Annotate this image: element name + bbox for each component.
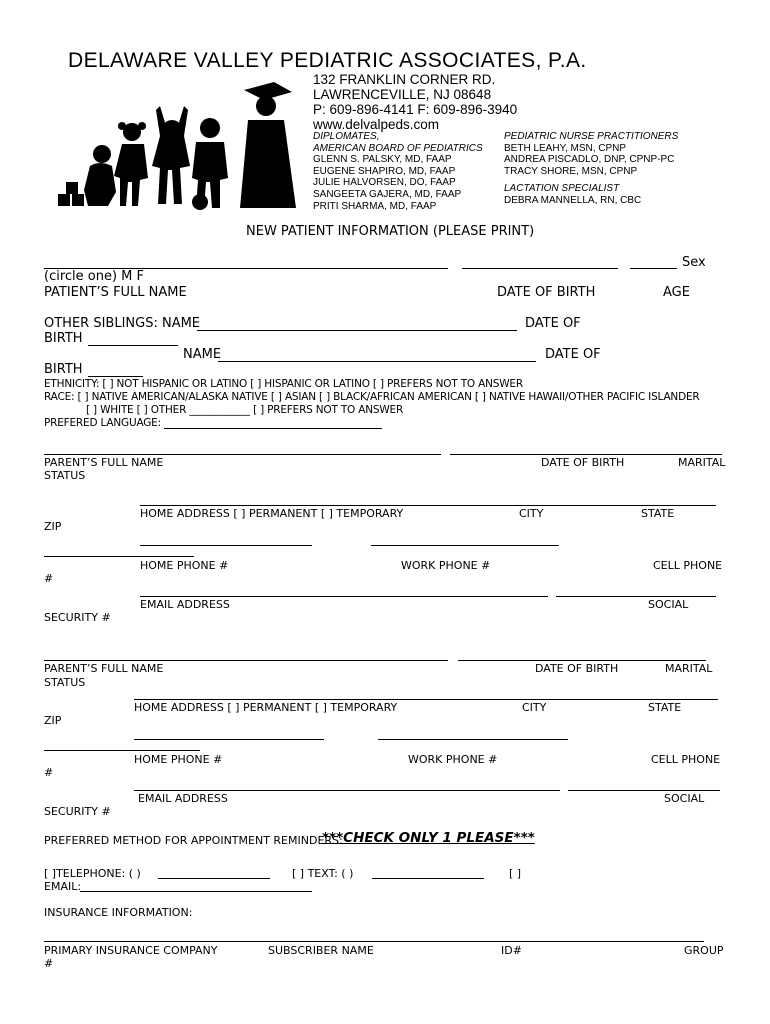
race-options-2[interactable]: [ ] WHITE [ ] OTHER ____________ [ ] PREFERS NOT TO ANSWER (86, 404, 404, 416)
children-silhouette-logo (52, 70, 310, 214)
parent2-home-address-label[interactable]: HOME ADDRESS [ ] PERMANENT [ ] TEMPORARY (134, 701, 398, 714)
parent2-security-label: SECURITY # (44, 805, 111, 818)
parent2-hash: # (44, 766, 54, 779)
parent1-security-label: SECURITY # (44, 611, 111, 624)
lactation-heading: LACTATION SPECIALIST (504, 183, 620, 195)
ethnicity-options[interactable]: ETHNICITY: [ ] NOT HISPANIC OR LATINO [ ] HISPANIC OR LATINO [ ] PREFERS NOT TO ANSWER (44, 378, 523, 390)
sibling-birth-label-1: BIRTH (44, 331, 83, 346)
parent2-name-label: PARENT’S FULL NAME (44, 662, 164, 675)
insurance-line[interactable] (44, 941, 704, 942)
parent1-city-label: CITY (519, 507, 544, 520)
parent2-cell-phone-label: CELL PHONE (651, 753, 721, 766)
text-line[interactable] (372, 878, 484, 879)
parent2-work-phone-label: WORK PHONE # (408, 753, 498, 766)
parent2-dob-marital-line[interactable] (458, 660, 706, 661)
parent1-cell-phone-label: CELL PHONE (653, 559, 723, 572)
parent2-zip-line[interactable] (44, 750, 200, 751)
phone-fax: P: 609-896-4141 F: 609-896-3940 (313, 102, 518, 117)
parent1-dob-label: DATE OF BIRTH (541, 456, 625, 469)
sibling-birth-label-2: BIRTH (44, 362, 83, 377)
other-option-box[interactable]: [ ] (509, 867, 522, 880)
parent1-dob-marital-line[interactable] (450, 454, 722, 455)
address-line-1: 132 FRANKLIN CORNER RD. (313, 72, 496, 87)
parent2-address-line[interactable] (134, 699, 718, 700)
telephone-option[interactable]: [ ]TELEPHONE: ( ) (44, 867, 141, 880)
parent1-name-label: PARENT’S FULL NAME (44, 456, 164, 469)
patient-full-name-label: PATIENT’S FULL NAME (44, 285, 187, 300)
parent1-state-label: STATE (641, 507, 675, 520)
sex-label: Sex (682, 255, 706, 270)
parent2-zip-label: ZIP (44, 714, 62, 727)
sibling-dob-label-2: DATE OF (545, 347, 601, 362)
language-line[interactable] (164, 428, 382, 429)
np-heading: PEDIATRIC NURSE PRACTITIONERS (504, 131, 679, 142)
parent1-home-address-label[interactable]: HOME ADDRESS [ ] PERMANENT [ ] TEMPORARY (140, 507, 404, 520)
parent2-home-phone-line[interactable] (134, 739, 324, 740)
parent1-work-phone-label: WORK PHONE # (401, 559, 491, 572)
reminders-label: PREFERRED METHOD FOR APPOINTMENT REMINDERS: (44, 834, 343, 847)
text-option[interactable]: [ ] TEXT: ( ) (292, 867, 354, 880)
parent1-email-line[interactable] (140, 596, 548, 597)
race-options-1[interactable]: RACE: [ ] NATIVE AMERICAN/ALASKA NATIVE [ ] ASIAN [ ] BLACK/AFRICAN AMERICAN [ ] NATIVE HAWAII/OTHER PACIFIC ISLANDER (44, 391, 700, 403)
parent2-state-label: STATE (648, 701, 682, 714)
doctor-name: EUGENE SHAPIRO, MD, FAAP (313, 165, 456, 177)
sibling-name-1-line[interactable] (197, 330, 517, 331)
parent2-email-line[interactable] (134, 790, 560, 791)
sibling-dob-1-line[interactable] (88, 345, 178, 346)
board-heading: AMERICAN BOARD OF PEDIATRICS (313, 142, 483, 154)
parent2-social-label: SOCIAL (664, 792, 705, 805)
patient-age-line[interactable] (630, 268, 677, 269)
parent1-home-phone-label: HOME PHONE # (140, 559, 229, 572)
parent2-marital-label: MARITAL (665, 662, 713, 675)
parent2-ssn-line[interactable] (568, 790, 720, 791)
email-option-label: EMAIL: (44, 880, 82, 893)
doctors-block (313, 131, 483, 212)
parent2-status-label: STATUS (44, 676, 86, 689)
np-name: BETH LEAHY, MSN, CPNP (504, 142, 627, 154)
parent2-home-phone-label: HOME PHONE # (134, 753, 223, 766)
email-option-line[interactable] (80, 891, 312, 892)
parent1-zip-label: ZIP (44, 520, 62, 533)
sibling-name-label-2: NAME (183, 347, 222, 362)
diplomates-heading: DIPLOMATES, (313, 131, 380, 142)
patient-age-label: AGE (663, 285, 690, 300)
np-name: ANDREA PISCADLO, DNP, CPNP-PC (504, 154, 675, 166)
parent2-email-label: EMAIL ADDRESS (138, 792, 228, 805)
lactation-specialist: DEBRA MANNELLA, RN, CBC (504, 194, 642, 206)
address-line-2: LAWRENCEVILLE, NJ 08648 (313, 87, 492, 102)
parent1-status-label: STATUS (44, 469, 86, 482)
parent2-dob-label: DATE OF BIRTH (535, 662, 619, 675)
language-label: PREFERED LANGUAGE: (44, 417, 161, 429)
insurance-company-label: PRIMARY INSURANCE COMPANY (44, 944, 218, 957)
sibling-name-2-line[interactable] (218, 361, 536, 362)
parent2-work-phone-line[interactable] (378, 739, 568, 740)
parent1-marital-label: MARITAL (678, 456, 726, 469)
doctor-name: GLENN S. PALSKY, MD, FAAP (313, 154, 452, 166)
parent1-address-line[interactable] (140, 505, 716, 506)
doctor-name: SANGEETA GAJERA, MD, FAAP (313, 188, 462, 200)
form-title: NEW PATIENT INFORMATION (PLEASE PRINT) (246, 224, 535, 239)
parent1-home-phone-line[interactable] (140, 545, 312, 546)
parent1-work-phone-line[interactable] (371, 545, 559, 546)
siblings-label: OTHER SIBLINGS: NAME (44, 316, 201, 331)
insurance-group-label: GROUP (684, 944, 724, 957)
parent1-social-label: SOCIAL (648, 598, 689, 611)
parent1-name-line[interactable] (44, 454, 441, 455)
patient-dob-line[interactable] (462, 268, 618, 269)
parent1-ssn-line[interactable] (556, 596, 716, 597)
practitioners-block (504, 131, 678, 207)
parent2-name-line[interactable] (44, 660, 448, 661)
website: www.delvalpeds.com (313, 117, 440, 132)
patient-dob-label: DATE OF BIRTH (497, 285, 596, 300)
check-only-one-note: ***CHECK ONLY 1 PLEASE*** (322, 830, 535, 846)
insurance-heading: INSURANCE INFORMATION: (44, 906, 193, 919)
sibling-dob-label-1: DATE OF (525, 316, 581, 331)
insurance-id-label: ID# (501, 944, 522, 957)
insurance-hash: # (44, 957, 54, 970)
sibling-dob-2-line[interactable] (88, 376, 143, 377)
parent1-zip-line[interactable] (44, 556, 194, 557)
parent2-city-label: CITY (522, 701, 547, 714)
subscriber-name-label: SUBSCRIBER NAME (268, 944, 374, 957)
parent1-email-label: EMAIL ADDRESS (140, 598, 230, 611)
doctor-name: PRITI SHARMA, MD, FAAP (313, 200, 437, 212)
telephone-line[interactable] (158, 878, 270, 879)
np-name: TRACY SHORE, MSN, CPNP (504, 165, 638, 177)
circle-one-label[interactable]: (circle one) M F (44, 269, 145, 284)
doctor-name: JULIE HALVORSEN, DO, FAAP (313, 177, 456, 189)
practice-name: DELAWARE VALLEY PEDIATRIC ASSOCIATES, P.A. (68, 49, 587, 72)
parent1-hash: # (44, 572, 54, 585)
